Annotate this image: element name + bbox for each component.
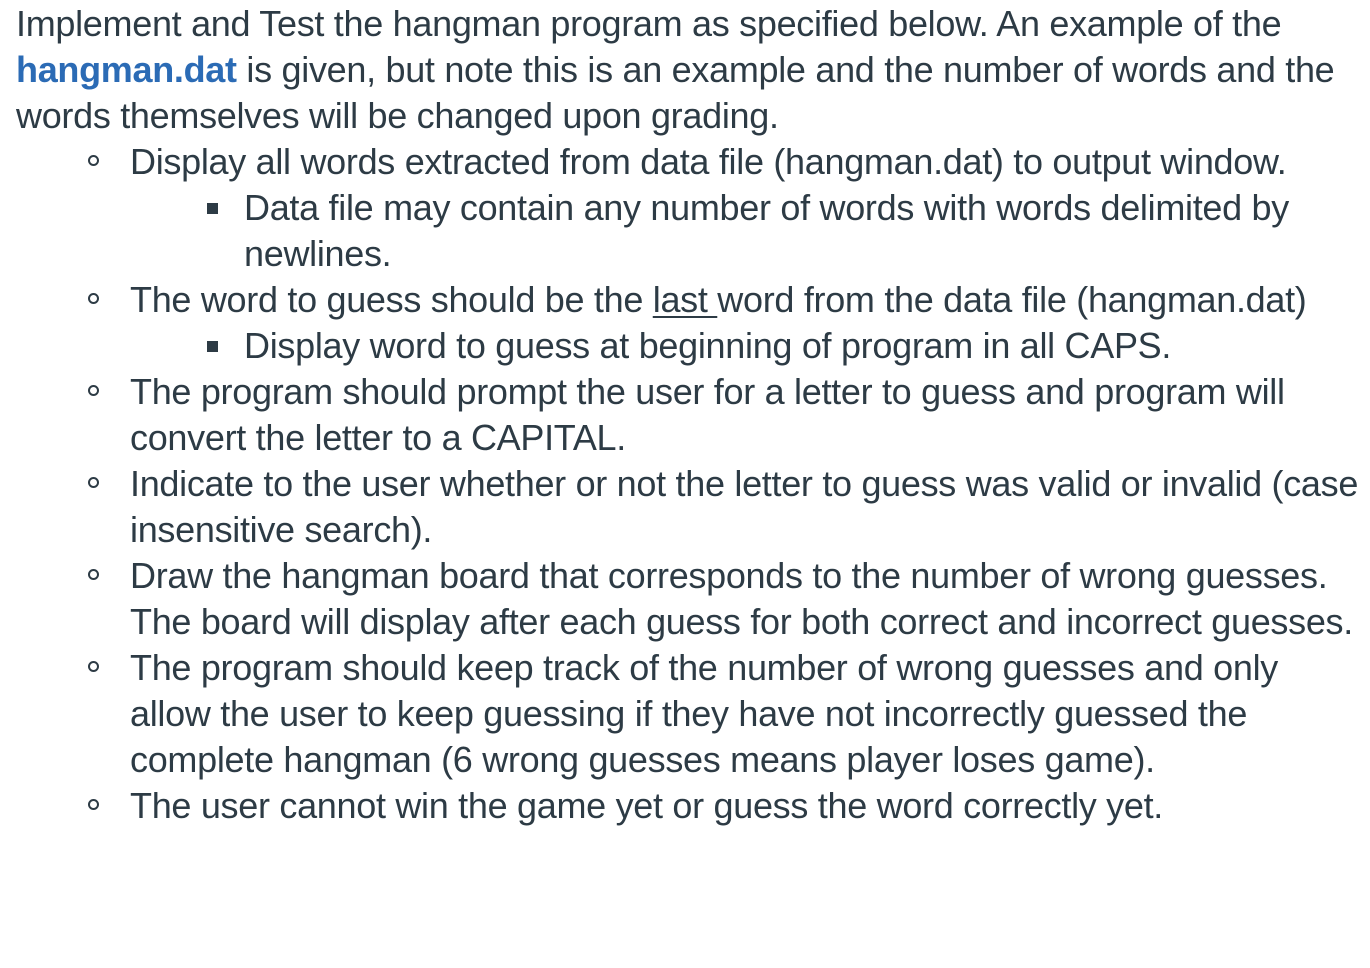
list-item-text: The user cannot win the game yet or guess the word correctly yet. <box>130 785 1164 826</box>
list-item <box>130 783 1362 829</box>
intro-text-part2: is given, but note this is an example and the number of words and the words themselves will be changed upon grading. <box>16 49 1335 136</box>
circle-bullet-icon <box>88 477 99 488</box>
intro-paragraph <box>16 0 1362 139</box>
circle-bullet-icon <box>88 293 99 304</box>
sub-list <box>130 323 1362 369</box>
list-item-text: Display all words extracted from data file (hangman.dat) to output window. <box>130 141 1287 182</box>
list-item <box>130 139 1362 277</box>
sub-list <box>130 185 1362 277</box>
sub-list-item <box>244 323 1362 369</box>
circle-bullet-icon <box>88 385 99 396</box>
requirements-list <box>16 139 1362 829</box>
list-item-text: The program should keep track of the number of wrong guesses and only allow the user to keep guessing if they have not incorrectly guessed the complete hangman (6 wrong guesses means player loses game). <box>130 647 1278 780</box>
list-item <box>130 277 1362 369</box>
circle-bullet-icon <box>88 155 99 166</box>
list-item <box>130 553 1362 645</box>
circle-bullet-icon <box>88 661 99 672</box>
square-bullet-icon <box>207 341 218 352</box>
circle-bullet-icon <box>88 569 99 580</box>
list-item-text-pre: The word to guess should be the <box>130 279 653 320</box>
sub-list-item <box>244 185 1362 277</box>
list-item <box>130 645 1362 783</box>
list-item-text: Draw the hangman board that corresponds to the number of wrong guesses. The board will display after each guess for both correct and incorrect guesses. <box>130 555 1353 642</box>
list-item-text: Indicate to the user whether or not the letter to guess was valid or invalid (case insensitive search). <box>130 463 1359 550</box>
intro-text-part1: Implement and Test the hangman program as specified below. An example of the <box>16 3 1282 44</box>
list-item <box>130 369 1362 461</box>
sub-list-item-text: Display word to guess at beginning of program in all CAPS. <box>244 325 1172 366</box>
underlined-last: last <box>652 279 718 320</box>
square-bullet-icon <box>207 203 218 214</box>
hangman-dat-link[interactable]: hangman.dat <box>16 49 237 90</box>
list-item <box>130 461 1362 553</box>
sub-list-item-text: Data file may contain any number of words with words delimited by newlines. <box>244 187 1289 274</box>
list-item-text-post: word from the data file (hangman.dat) <box>717 279 1307 320</box>
list-item-text: The program should prompt the user for a letter to guess and program will convert the letter to a CAPITAL. <box>130 371 1285 458</box>
circle-bullet-icon <box>88 799 99 810</box>
